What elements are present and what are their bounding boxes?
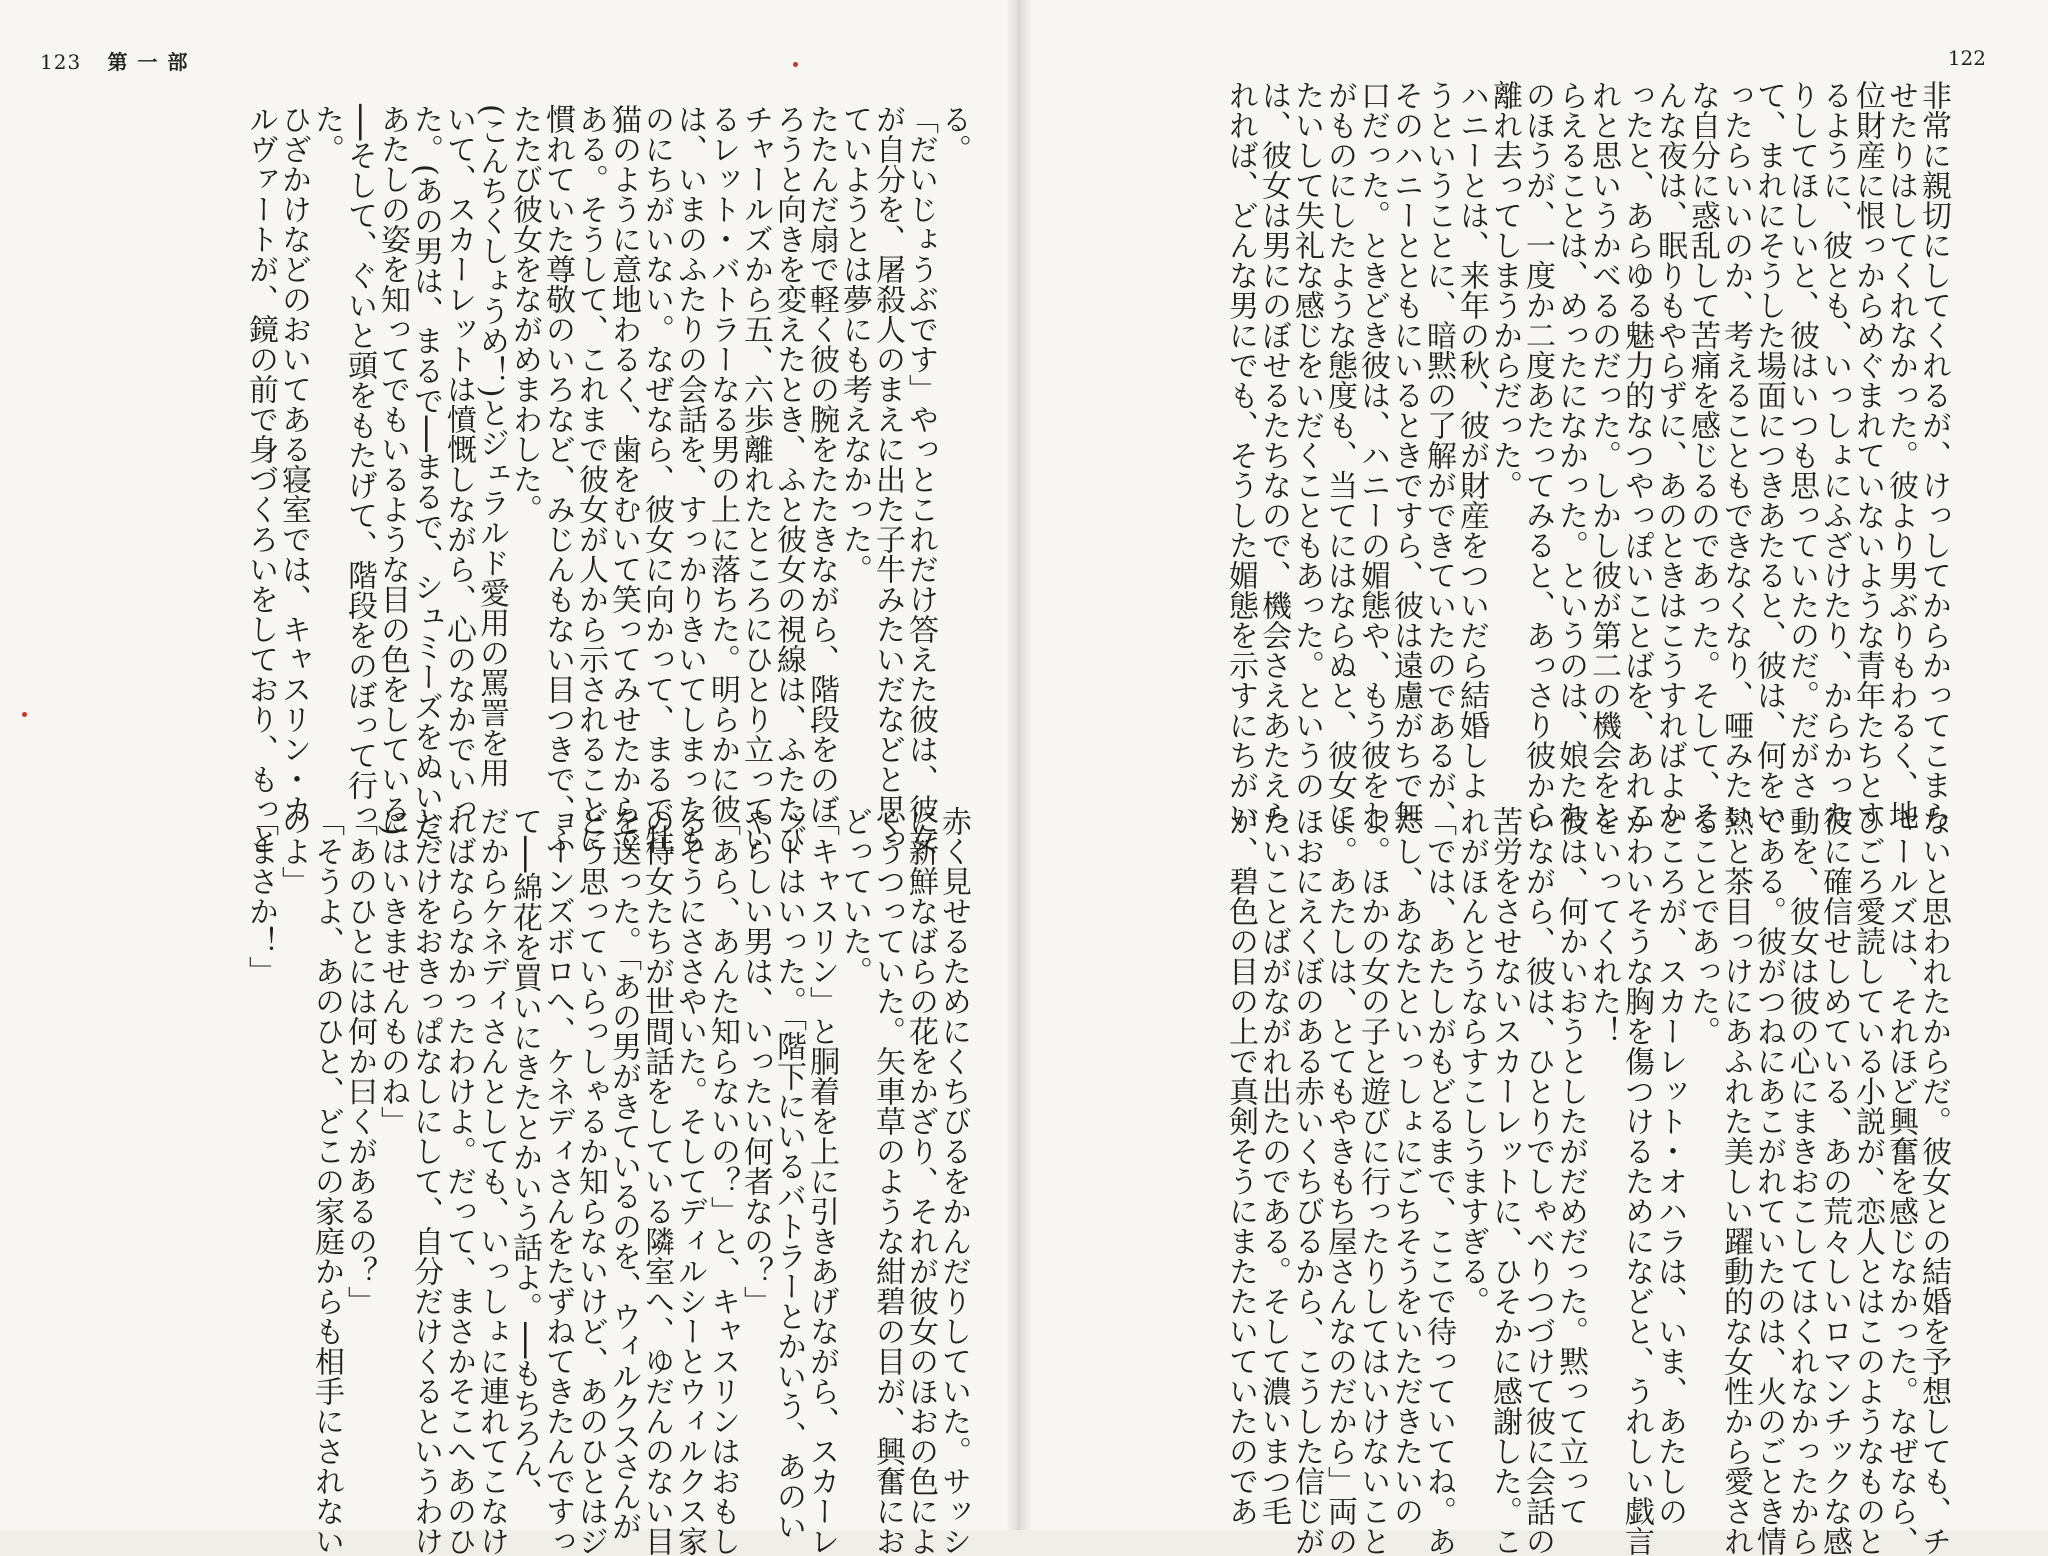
left-page-header xyxy=(40,46,198,75)
right-lower-text: ないと思われたからだ。彼女との結婚を予想しても、チ ャールズは、それほど興奮を感じなかった。なぜなら、 ひごろ愛読している小説が、恋人とはこのようなものと 彼に確信せしめている、あの荒々しいロマンチックな感 動を、彼女は彼の心にまきおこしてはくれなかったから である。彼がつねにあこがれていたのは、火のごとき情 熱と茶目っけにあふれた美しい躍動的な女性から愛され ることであった。 ところが、スカーレット・オハラは、いま、あたしの かわいそうな胸を傷つけるためになどと、うれしい戯言 をいってくれた！ 彼は、何かいおうとしたがだめだった。黙って立って いながら、彼は、ひとりでしゃべりつづけて彼に会話の 苦労をさせないスカーレットに、ひそかに感謝した。こ れがほんとうならすこしうますぎる。 「では、あたしがもどるまで、ここで待っていてね。あ たし、あなたといっしょにごちそうをいただきたいの よ。ほかの女の子と遊びに行ったりしてはいけないこと よ。あたしは、とてもやきもち屋さんなのだから」両の ほおにえくぼのある赤いくちびるから、こうした信じが たいことばがながれ出たのである。そして濃いまつ毛 が、碧色の目の上で真剣そうにまたたいていたのであ xyxy=(1223,806,1951,1556)
right-page-number: 122 xyxy=(1947,46,1986,70)
red-mark-top xyxy=(793,62,798,67)
right-page xyxy=(1018,0,2048,1556)
left-page xyxy=(0,0,1018,1556)
left-page-number: 123 xyxy=(40,50,82,74)
right-upper-text: 非常に親切にしてくれるが、けっしてからかってこまら せたりはしてくれなかった。彼より男ぶりもわるく、地 位財産に恨っからめぐまれていないような青年たちとす るように、彼とも、いっしょにふざけたり、からかった りしてほしいと、彼はいつも思っていたのだ。だがさ て、まれにそうした場面につきあたると、彼は、何をい ったらいいのか、考えることもできなくなり、唖みたい な自分に惑乱して苦痛を感じるのであった。そして、そ んな夜は、眠りもやらずに、あのときはこうすればよか ったと、あらゆる魅力的なつやっぽいことばを、あれこ れと思いうかべるのだった。しかし彼が第二の機会をと らえることは、めったになかった。というのは、娘たち のほうが、一度か二度あたってみると、あっさり彼から 離れ去ってしまうからだった。 ハニーとは、来年の秋、彼が財産をついだら結婚しよ うということに、暗黙の了解ができていたのであるが、 そのハニーとともにいるときですら、彼は遠慮がちで無 口だった。ときどき彼は、ハニーの媚態や、もう彼をわ がものにしたような態度も、当てにはならぬと、彼女に たいして失礼な感じをいだくこともあった。というの は、彼女は男にのぼせるたちなので、機会さえあたえら れれば、どんな男にでも、そうした媚態を示すにちがい xyxy=(1223,80,1951,830)
book-gutter xyxy=(1006,0,1032,1530)
left-upper-text: る。 「だいじょうぶです」やっとこれだけ答えた彼は、彼女 が自分を、屠殺人のまえに出た子牛みたいだなどと思っ ていようとは夢にも考えなかった。 たたんだ扇で軽く彼の腕をたたきながら、階段をのぼ ろうと向きを変えたとき、ふと彼女の視線は、ふたたび チャールズから五、六歩離れたところにひとり立ってい るレット・バトラーなる男の上に落ちた。明らかに彼 は、いまのふたりの会話を、すっかりきいてしまったも のにちがいない。なぜなら、彼女に向かって、まるで牡 猫のように意地わるく、歯をむいて笑ってみせたからで ある。そうして、これまで彼女が人から示されることに 慣れていた尊敬のいろなど、みじんもない目つきで、ふ たたび彼女をながめまわした。 (こんちくしょうめ！)とジェラルド愛用の罵詈を用 いて、スカーレットは憤慨しながら、心のなかでいっ た。(あの男は、まるで──まるで、シュミーズをぬいだ あたしの姿を知ってでもいるような目の色をしている) ──そして、ぐいと頭をもたげて、階段をのぼって行っ た。 ひざかけなどのおいてある寝室では、キャスリン・カ ルヴァートが、鏡の前で身づくろいをしており、もっと xyxy=(243,104,971,854)
red-mark-left-edge xyxy=(22,712,27,717)
left-lower-text: 赤く見せるためにくちびるをかんだりしていた。サッシ に新鮮なばらの花をかざり、それが彼女のほおの色によ くうつっていた。矢車草のような紺碧の目が、興奮にお どっていた。 「キャスリン」と胴着を上に引きあげながら、スカーレ ットはいった。「階下にいるバトラーとかいう、あのい やらしい男は、いったい何者なの？」 「あら、あんた知らないの？」と、キャスリンはおもし ろそうにささやいた。そしてディルシーとウィルクス家 の侍女たちが世間話をしている隣室へ、ゆだんのない目 を送った。「あの男がきているのを、ウィルクスさんが どう思っていらっしゃるか知らないけど、あのひとはジ ョーンズボロへ、ケネディさんをたずねてきたんですっ て──綿花を買いにきたとかいう話よ。──もちろん、 だからケネディさんとしても、いっしょに連れてこなけ ればならなかったわけよ。だって、まさかそこへあのひ とだけをおきっぱなしにして、自分だけくるというわけ にはいきませんものね」 「あのひとには何か曰くがあるの？」 「そうよ、あのひと、どこの家庭からも相手にされない のよ」 「まさか！」 xyxy=(243,806,971,1556)
part-title: 第一部 xyxy=(107,50,198,74)
